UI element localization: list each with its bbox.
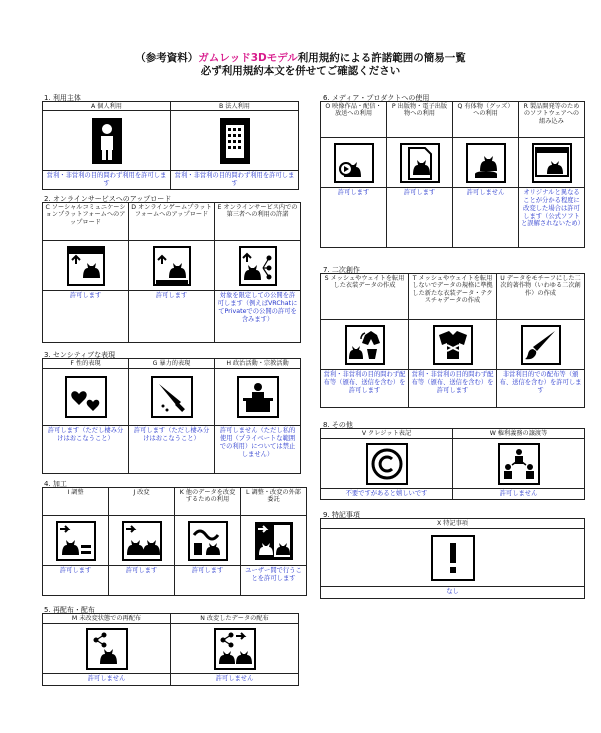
document-cat-icon [387,138,453,188]
new-clothes-icon [409,320,497,370]
item-head-n: N 改変したデータの配布 [171,614,299,624]
item-head-r: R 製品開発等のためのソフトウェアへの組み込み [519,102,585,138]
section-label-1: 1. 利用主体 [44,94,81,102]
item-status-x: なし [321,587,585,599]
person-icon [43,111,171,171]
section-label-9: 9. 特記事項 [323,511,360,519]
item-status-r: オリジナルと異なることが分かる程度に改変した場合は許可します（公式ソフトと誤解されないため） [519,188,585,248]
item-head-p: P 出版物・電子出版物への利用 [387,102,453,138]
building-icon [171,111,299,171]
mesh-clothes-icon [321,320,409,370]
item-status-d: 許可します [129,291,215,343]
title-prefix: （参考資料） [135,52,199,64]
item-status-c: 許可します [43,291,129,343]
section-label-2: 2. オンラインサービスへのアップロード [44,195,172,203]
item-status-h: 許可しません（ただし私的使用（プライベートな範囲での利用）については禁止しません） [215,426,301,474]
item-head-e: E オンラインサービス内での第三者への利用の許諾 [215,203,301,241]
section-9-grid [320,518,585,599]
item-head-v: V クレジット表記 [321,429,453,439]
item-head-m: M 未改変状態での再配布 [43,614,171,624]
item-status-t: 営利・非営利の目的問わず配布等（頒布、送信を含む）を許可します [409,370,497,408]
item-status-e: 対象を限定しての公開を許可します（例えばVRChatにてPrivateでの公開の許可を含みます） [215,291,301,343]
section-2-grid [42,202,301,343]
section-6-grid [320,101,585,248]
item-head-t: T メッシュやウェイトを転用しないでデータの規格に準拠した新たな衣装データ・テクスチャデータの作成 [409,274,497,320]
item-status-m: 許可しません [43,674,171,686]
item-status-w: 許可しません [453,489,585,500]
item-status-o: 許可します [321,188,387,248]
item-status-f: 許可します（ただし棲み分けはおこなうこと） [43,426,129,474]
item-status-g: 許可します（ただし棲み分けはおこなうこと） [129,426,215,474]
knife-icon [129,369,215,426]
software-cat-icon [519,138,585,188]
section-3-grid [42,358,301,474]
item-head-w: W 権利義務の譲渡等 [453,429,585,439]
section-7-grid [320,273,585,408]
item-head-g: G 暴力的表現 [129,359,215,369]
hearts-icon [43,369,129,426]
section-4-grid [42,487,307,596]
item-status-a: 営利・非営利の目的問わず利用を許可します [43,171,171,190]
item-head-a: A 個人利用 [43,102,171,111]
item-status-k: 許可します [175,566,241,596]
item-status-v: 不要ですがあると嬉しいです [321,489,453,500]
podium-icon [215,369,301,426]
share-cat-icon [215,241,301,291]
section-1-grid [42,101,299,190]
item-head-u: U データをモチーフにした二次的著作物（いわゆる二次創作）の作成 [497,274,585,320]
redistribute-icon [43,624,171,674]
item-status-j: 許可します [109,566,175,596]
section-label-7: 7. 二次創作 [323,266,360,274]
item-head-k: K 他のデータを改変するための利用 [175,488,241,516]
title-suffix: 利用規約による許諾範囲の簡易一覧 [297,52,466,64]
item-head-o: O 映像作品・配信・放送への利用 [321,102,387,138]
other-data-icon [175,516,241,566]
item-status-u: 非営利目的での配布等（頒布、送信を含む）を許可します [497,370,585,408]
item-head-h: H 政治活動・宗教活動 [215,359,301,369]
item-head-q: Q 有体物（グッズ）への利用 [453,102,519,138]
item-head-j: J 改変 [109,488,175,516]
item-head-c: C ソーシャルコミュニケーションプラットフォームへのアップロード [43,203,129,241]
redistribute-modified-icon [171,624,299,674]
item-status-s: 営利・非営利の目的問わず配布等（頒布、送信を含む）を許可します [321,370,409,408]
upload-cat-icon [129,241,215,291]
upload-cat-icon [43,241,129,291]
exclamation-icon [321,529,585,587]
item-head-f: F 性的表現 [43,359,129,369]
outsource-icon [241,516,307,566]
item-status-p: 許可します [387,188,453,248]
item-head-b: B 法人利用 [171,102,299,111]
modify-cat-icon [109,516,175,566]
page-subtitle: 必ず利用規約本文を併せてご確認ください [200,65,401,77]
item-status-n: 許可しません [171,674,299,686]
section-label-6: 6. メディア・プロダクトへの使用 [323,94,430,102]
adjust-cat-icon [43,516,109,566]
item-status-l: ユーザー間で行うことを許可します [241,566,307,596]
section-5-grid [42,613,299,686]
item-status-i: 許可します [43,566,109,596]
item-head-d: D オンラインゲームプラットフォームへのアップロード [129,203,215,241]
section-label-8: 8. その他 [323,421,353,429]
transfer-icon [453,439,585,489]
section-label-4: 4. 加工 [44,480,67,488]
brush-icon [497,320,585,370]
item-head-i: I 調整 [43,488,109,516]
item-head-x: X 特記事項 [321,519,585,529]
section-label-5: 5. 再配布・配布 [44,606,95,614]
figure-cat-icon [453,138,519,188]
section-label-3: 3. センシティブな表現 [44,351,116,359]
item-status-q: 許可しません [453,188,519,248]
video-cat-icon [321,138,387,188]
copyright-icon [321,439,453,489]
item-head-s: S メッシュやウェイトを転用した衣装データの作成 [321,274,409,320]
title-brand: ガムレッド3Dモデル [198,52,298,64]
item-head-l: L 調整・改変の外部委託 [241,488,307,516]
section-8-grid [320,428,585,500]
item-status-b: 営利・非営利の目的問わず利用を許可します [171,171,299,190]
